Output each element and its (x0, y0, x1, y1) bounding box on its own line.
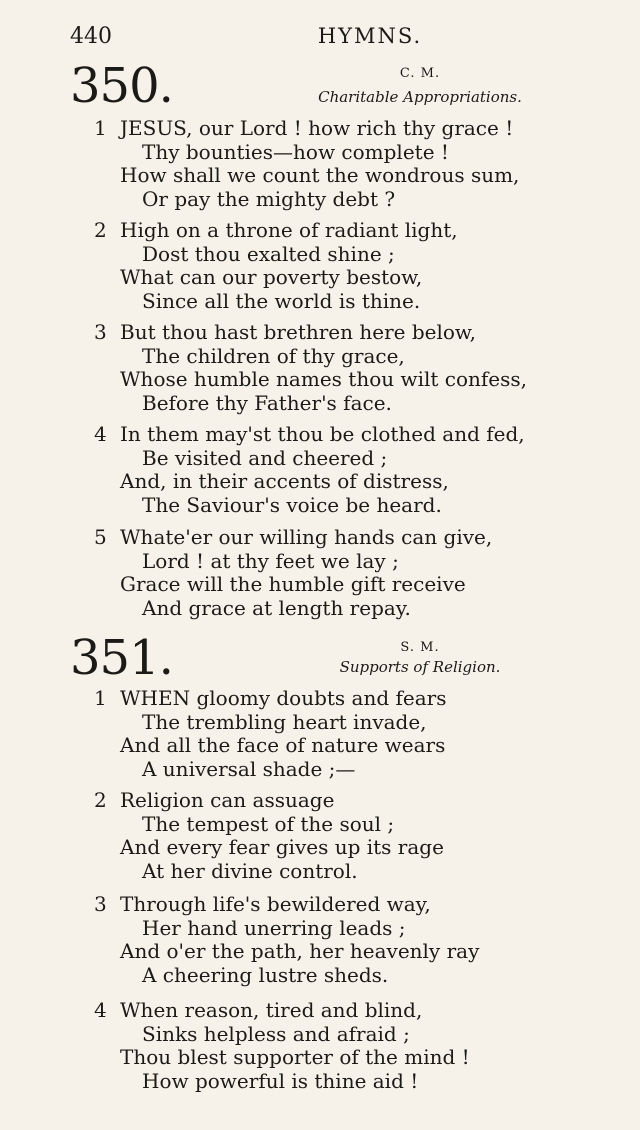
verse-text: Whose humble names thou wilt confess, (120, 367, 528, 391)
verse-text: The Saviour's voice be heard. (142, 492, 442, 517)
verse-text: Dost thou exalted shine ; (142, 241, 395, 266)
verse-line (94, 141, 614, 165)
verse-line (94, 368, 614, 392)
hymn-number: 351. (70, 630, 173, 686)
verse-line (94, 917, 614, 941)
verse-text: And grace at length repay. (142, 595, 411, 620)
verse-line (94, 758, 614, 782)
verse-line (94, 860, 614, 884)
verse-text: When reason, tired and blind, (120, 998, 423, 1022)
hymn-subtitle: Supports of Religion. (339, 658, 501, 676)
verse-line (94, 550, 614, 574)
verse-text: Religion can assuage (120, 788, 335, 812)
verse-number: 1 (94, 116, 107, 140)
verse (94, 526, 614, 620)
verse-text: But thou hast brethren here below, (120, 320, 477, 344)
verse-line (94, 447, 614, 471)
verse-line (94, 164, 614, 188)
verse (94, 321, 614, 415)
verse-text: Thy bounties—how complete ! (142, 139, 449, 164)
verse-line (94, 290, 614, 314)
verse-line (94, 687, 614, 711)
verse-text: And o'er the path, her heavenly ray (120, 939, 480, 963)
verse-line (94, 494, 614, 518)
verse-text: How powerful is thine aid ! (142, 1068, 419, 1093)
verse-text: A universal shade ;— (142, 756, 356, 781)
verse-text: The children of thy grace, (142, 343, 405, 368)
verse-line (94, 964, 614, 988)
verse-line (94, 1023, 614, 1047)
verse-line (94, 117, 614, 141)
verse-line (94, 893, 614, 917)
hymn-subtitle: Charitable Appropriations. (318, 88, 522, 106)
verse-number: 2 (94, 788, 107, 812)
verse-text: The trembling heart invade, (142, 709, 427, 734)
verse-line (94, 813, 614, 837)
verse-text: A cheering lustre sheds. (142, 962, 389, 987)
verse-text: Grace will the humble gift receive (120, 572, 466, 596)
verse-line (94, 711, 614, 735)
verse-line (94, 1070, 614, 1094)
verse-text: Lord ! at thy feet we lay ; (142, 548, 399, 573)
verse-text: Since all the world is thine. (142, 288, 421, 313)
verse-text: And all the face of nature wears (120, 733, 446, 757)
verse-number: 3 (94, 892, 107, 916)
hymn-meter: S. M. (400, 640, 440, 655)
verse-text: Sinks helpless and afraid ; (142, 1021, 410, 1046)
verse-line (94, 940, 614, 964)
verse (94, 219, 614, 313)
verse-line (94, 734, 614, 758)
verse (94, 423, 614, 517)
hymn-meter: C. M. (399, 66, 441, 81)
verse-line (94, 470, 614, 494)
verse-line (94, 188, 614, 212)
verse-number: 5 (94, 525, 107, 549)
verse-number: 2 (94, 218, 107, 242)
verse-text: Thou blest supporter of the mind ! (120, 1045, 470, 1069)
verse-line (94, 219, 614, 243)
verse-text: What can our poverty bestow, (120, 265, 423, 289)
verse-line (94, 345, 614, 369)
hymn-number: 350. (70, 58, 173, 114)
verse-line (94, 789, 614, 813)
verse-number: 1 (94, 686, 107, 710)
verse (94, 999, 614, 1093)
verse-line (94, 392, 614, 416)
verse (94, 893, 614, 987)
verse-text: Her hand unerring leads ; (142, 915, 406, 940)
verse-text: Whate'er our willing hands can give, (120, 525, 493, 549)
verse-line (94, 243, 614, 267)
verse-line (94, 597, 614, 621)
running-title: HYMNS. (317, 24, 423, 48)
verse-text: And, in their accents of distress, (120, 469, 449, 493)
verse-line (94, 999, 614, 1023)
verse-text: At her divine control. (142, 858, 358, 883)
verse-number: 4 (94, 998, 107, 1022)
verse-text: Be visited and cheered ; (142, 445, 388, 470)
verse-text: In them may'st thou be clothed and fed, (120, 422, 525, 446)
verse-line (94, 836, 614, 860)
verse-line (94, 1046, 614, 1070)
verse-text: JESUS, our Lord ! how rich thy grace ! (120, 116, 514, 140)
verse-number: 3 (94, 320, 107, 344)
page-header (70, 24, 610, 54)
verse (94, 789, 614, 883)
verse-line (94, 321, 614, 345)
verse-text: Before thy Father's face. (142, 390, 392, 415)
verse-line (94, 266, 614, 290)
verse-line (94, 573, 614, 597)
verse-text: The tempest of the soul ; (142, 811, 395, 836)
verse-text: Through life's bewildered way, (120, 892, 431, 916)
verse-line (94, 526, 614, 550)
verse-text: And every fear gives up its rage (120, 835, 444, 859)
verse-text: WHEN gloomy doubts and fears (120, 686, 447, 710)
verse-number: 4 (94, 422, 107, 446)
verse-line (94, 423, 614, 447)
verse-text: How shall we count the wondrous sum, (120, 163, 520, 187)
verse-text: Or pay the mighty debt ? (142, 186, 396, 211)
verse (94, 117, 614, 211)
verse (94, 687, 614, 781)
verse-text: High on a throne of radiant light, (120, 218, 458, 242)
page-number: 440 (70, 24, 112, 49)
